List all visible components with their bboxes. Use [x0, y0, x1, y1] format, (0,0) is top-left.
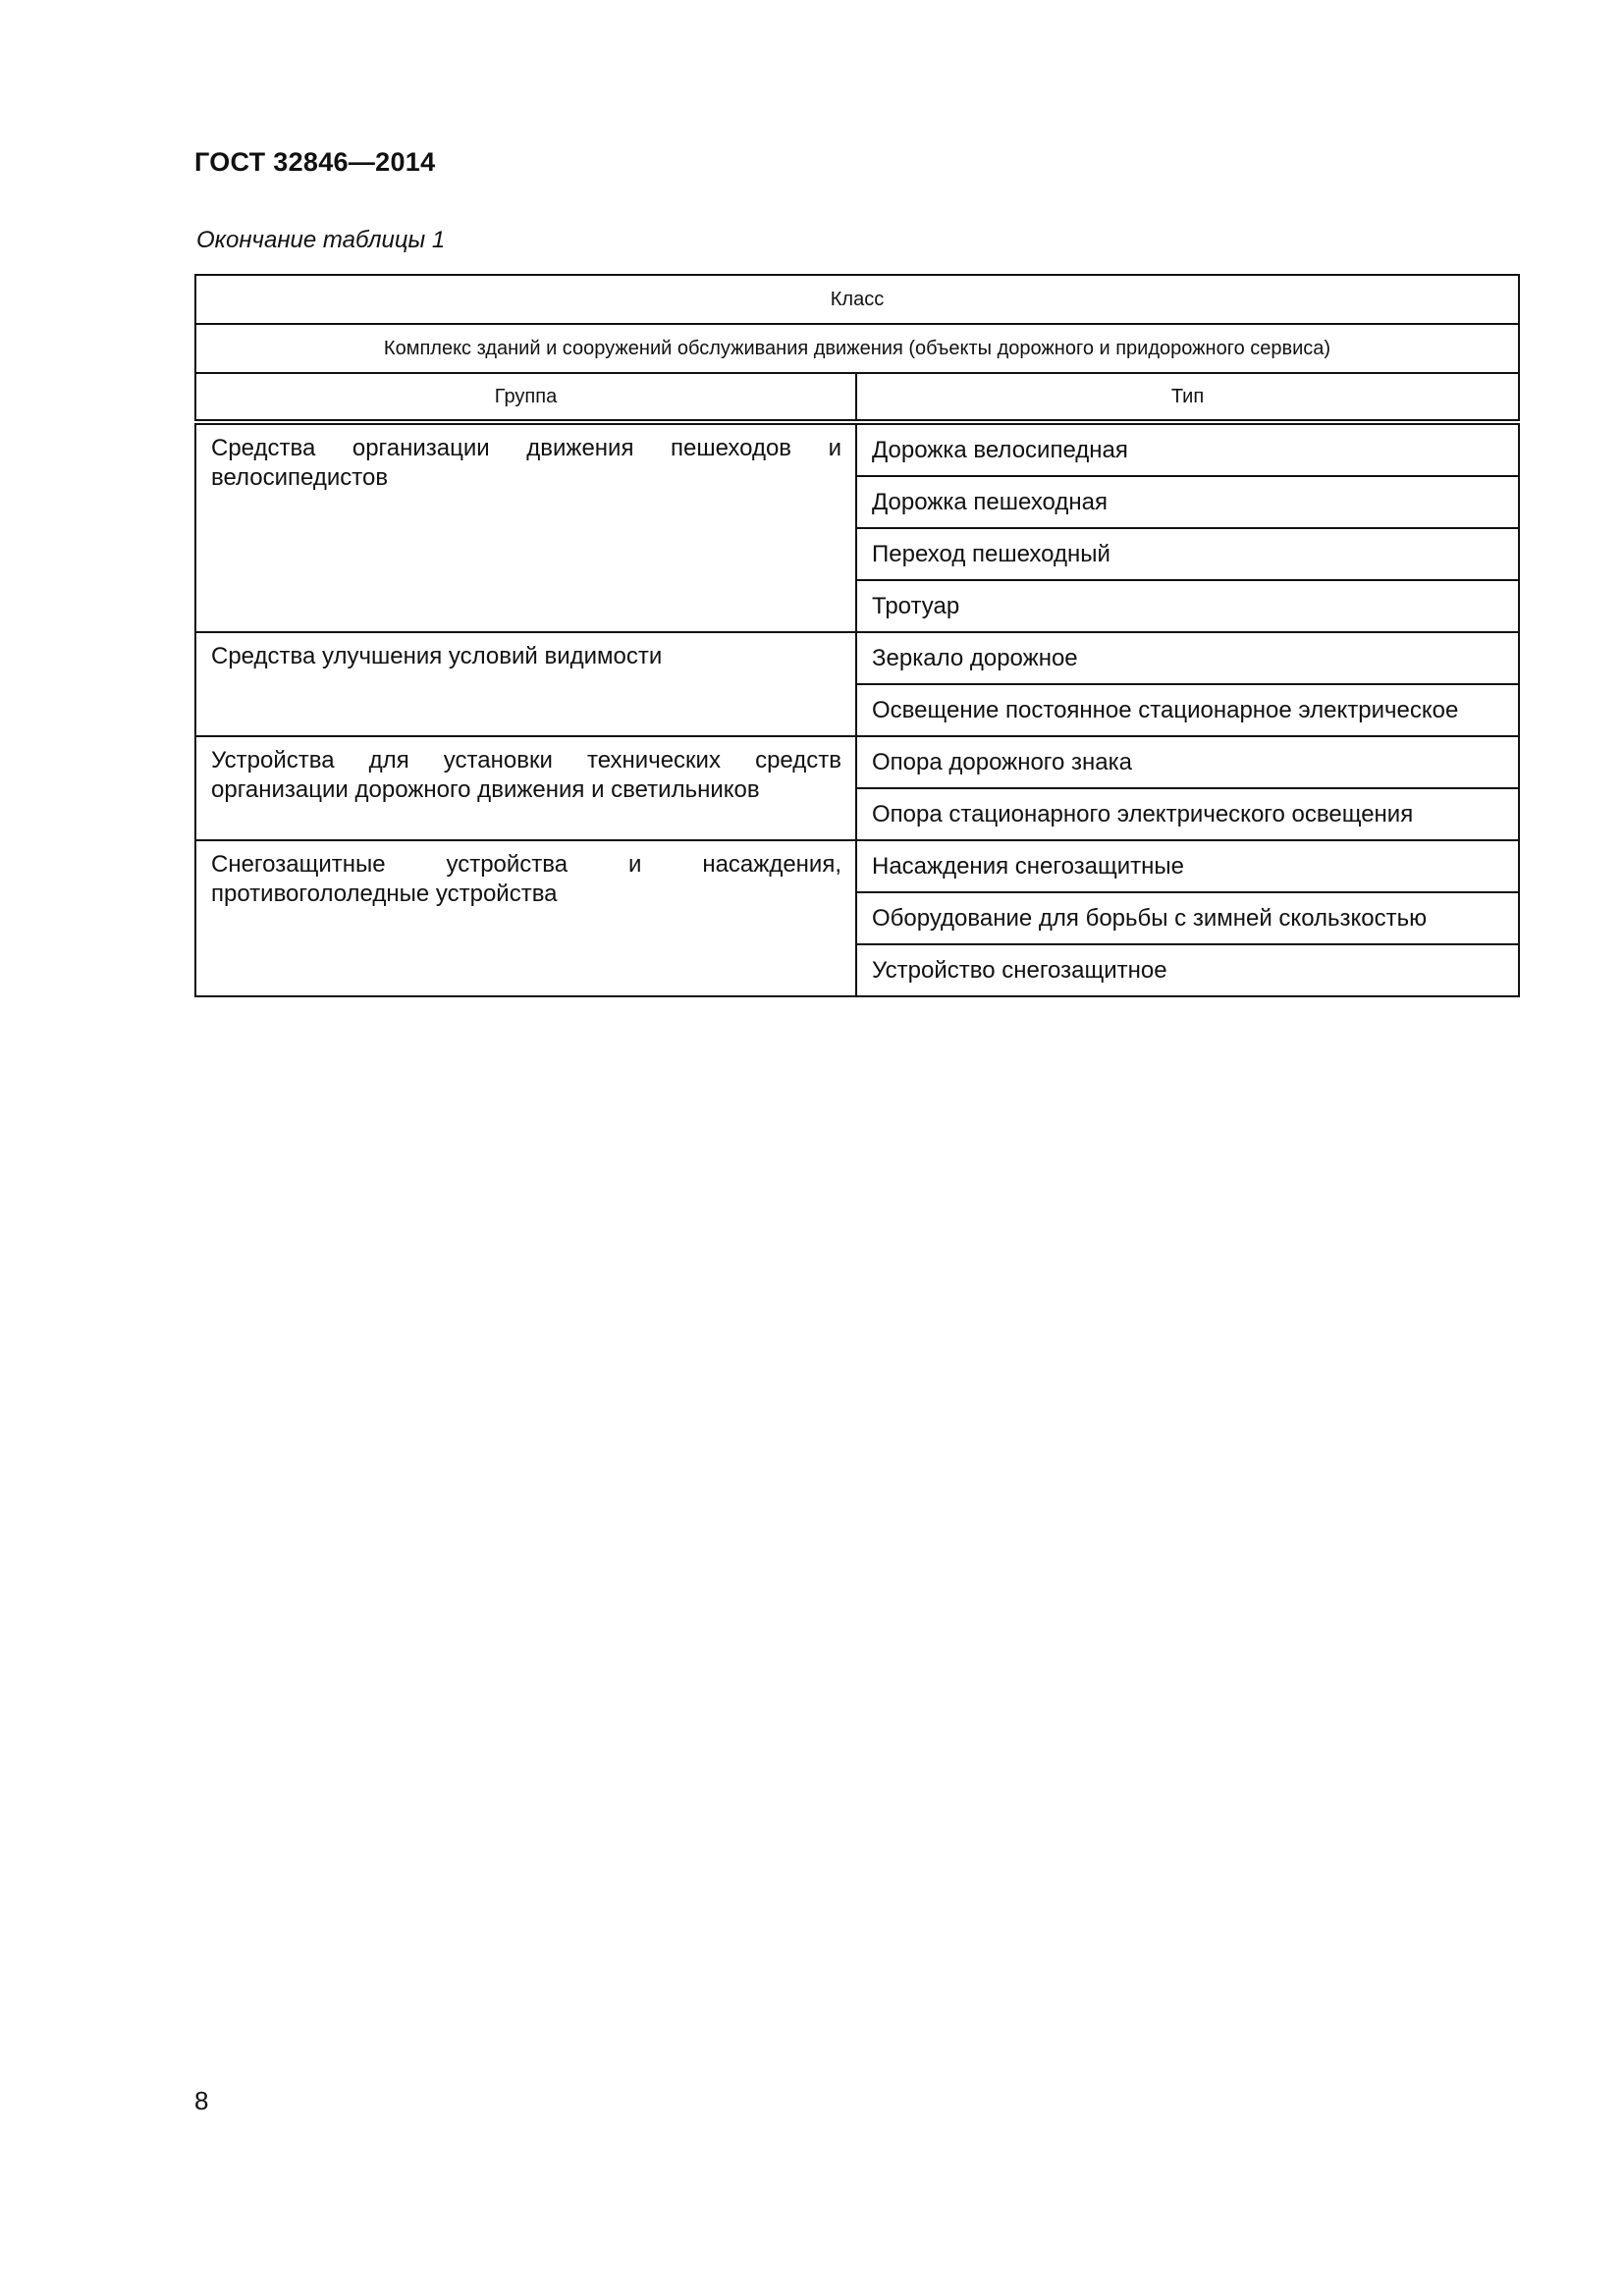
group-cell: Средства улучшения условий видимости — [195, 632, 856, 736]
class-value-cell: Комплекс зданий и сооружений обслуживания движения (объекты дорожного и придорожного сервиса) — [195, 324, 1519, 373]
page-number: 8 — [194, 2086, 209, 2115]
type-cell: Устройство снегозащитное — [856, 944, 1519, 996]
type-cell: Дорожка велосипедная — [856, 422, 1519, 476]
class-value-row — [195, 324, 1519, 373]
column-header-group: Группа — [195, 373, 856, 422]
class-label-cell: Класс — [195, 275, 1519, 324]
type-cell: Насаждения снегозащитные — [856, 840, 1519, 892]
class-header-row — [195, 275, 1519, 324]
table-row — [195, 422, 1519, 476]
classification-table — [194, 274, 1520, 997]
type-cell: Дорожка пешеходная — [856, 476, 1519, 528]
group-cell: Устройства для установки технических средств организации дорожного движения и светильников — [195, 736, 856, 840]
table-row — [195, 632, 1519, 684]
table-row — [195, 840, 1519, 892]
type-cell: Тротуар — [856, 580, 1519, 632]
group-cell: Средства организации движения пешеходов и велосипедистов — [195, 422, 856, 632]
document-title: ГОСТ 32846—2014 — [194, 147, 436, 177]
type-cell: Переход пешеходный — [856, 528, 1519, 580]
type-cell: Зеркало дорожное — [856, 632, 1519, 684]
group-cell: Снегозащитные устройства и насаждения, противогололедные устройства — [195, 840, 856, 996]
table-caption: Окончание таблицы 1 — [196, 227, 446, 253]
type-cell: Оборудование для борьбы с зимней скользкостью — [856, 892, 1519, 944]
type-cell: Опора стационарного электрического освещения — [856, 788, 1519, 840]
column-header-type: Тип — [856, 373, 1519, 422]
type-cell: Освещение постоянное стационарное электрическое — [856, 684, 1519, 736]
type-cell: Опора дорожного знака — [856, 736, 1519, 788]
column-header-row — [195, 373, 1519, 422]
table-row — [195, 736, 1519, 788]
